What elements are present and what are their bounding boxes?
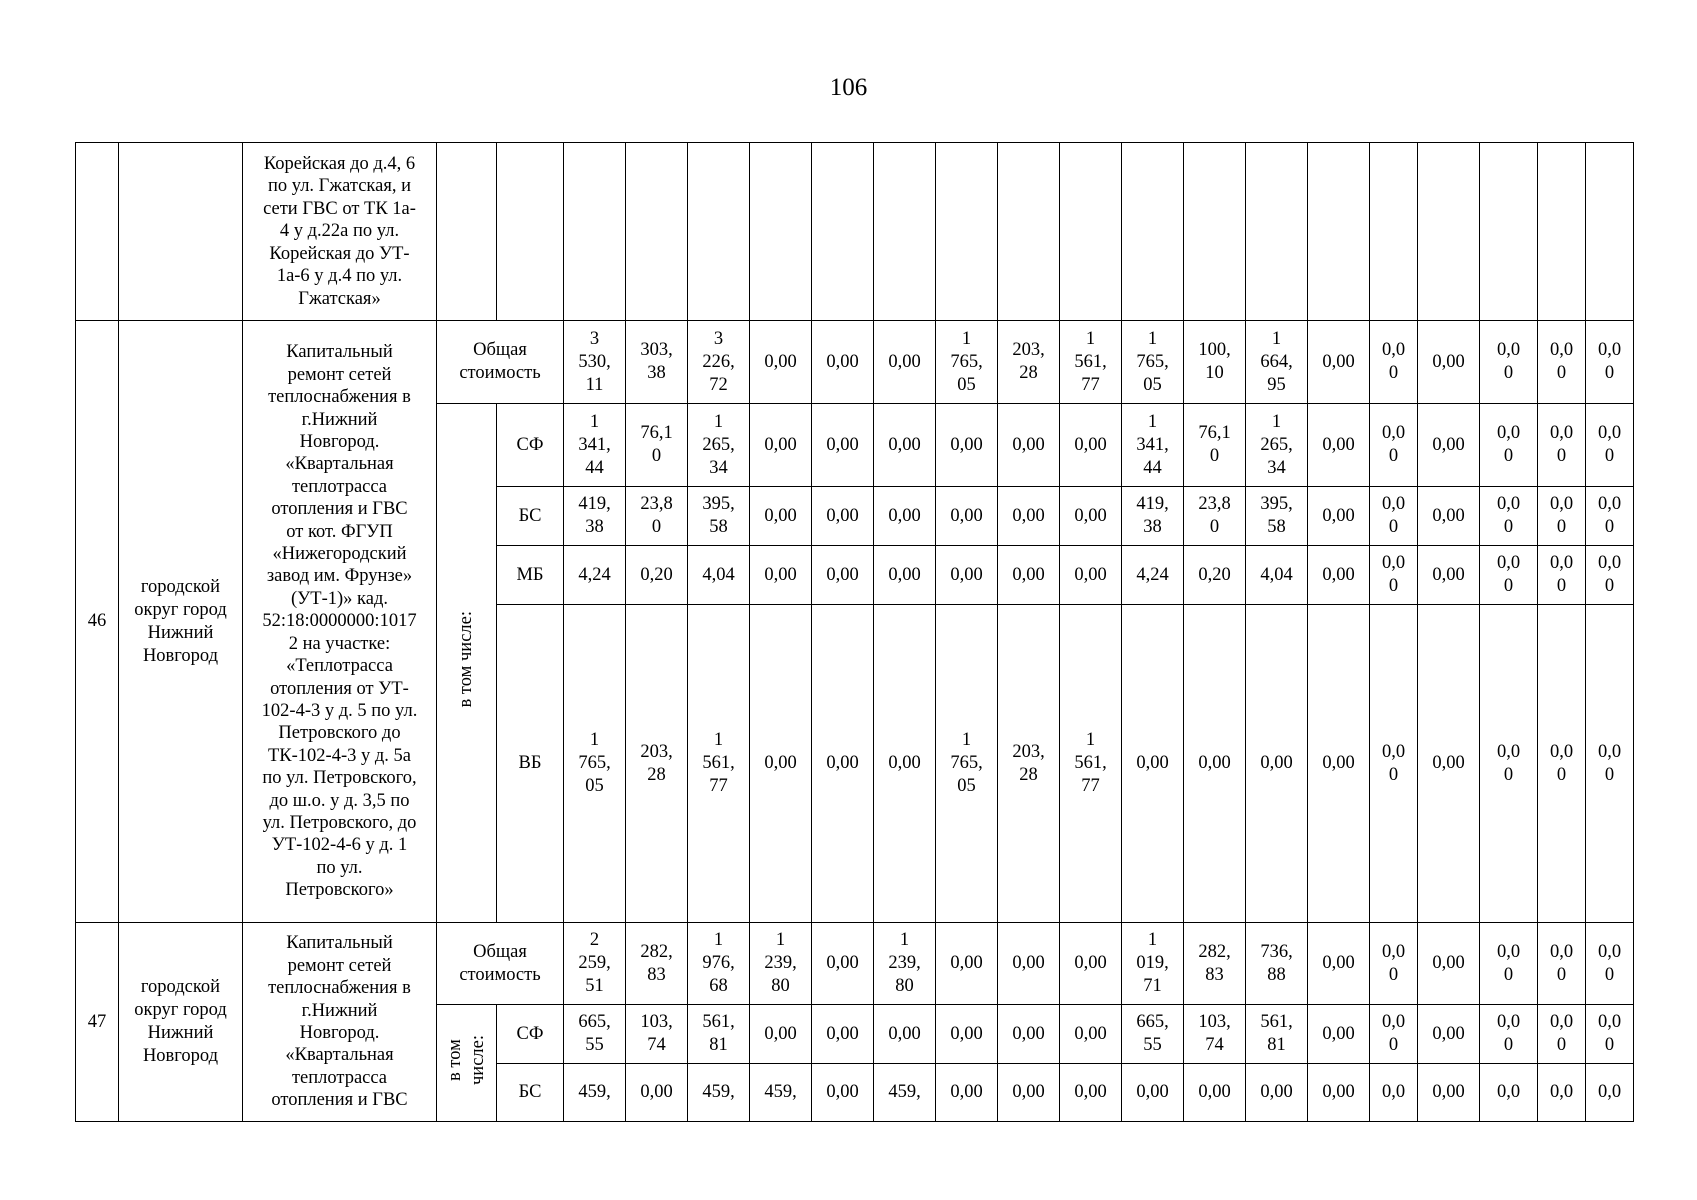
- value-cell: 0,0 0: [1538, 404, 1586, 487]
- value-cell: 0,0: [1480, 1064, 1538, 1122]
- incl-label-cell: [437, 404, 497, 923]
- object-name-cell: Капитальный ремонт сетей теплоснабжения в г.Нижний Новгород. «Квартальная теплотрасса отопления и ГВС: [243, 923, 437, 1122]
- row-number: 46: [76, 321, 119, 923]
- value-cell: 561, 81: [1246, 1005, 1308, 1064]
- value-cell: 0,00: [998, 1064, 1060, 1122]
- value-cell: 0,00: [1418, 546, 1480, 605]
- value-cell: 395, 58: [1246, 487, 1308, 546]
- value-cell: 23,8 0: [1184, 487, 1246, 546]
- value-cell: 0,20: [626, 546, 688, 605]
- value-cell: 419, 38: [1122, 487, 1184, 546]
- value-cell: 203, 28: [998, 321, 1060, 404]
- value-cell: 0,00: [936, 546, 998, 605]
- source-code: СФ: [497, 1005, 564, 1064]
- value-cell: 459,: [874, 1064, 936, 1122]
- value-cell: 1 765, 05: [936, 605, 998, 923]
- value-cell: 0,0 0: [1586, 404, 1634, 487]
- value-cell: 1 765, 05: [564, 605, 626, 923]
- value-cell: 0,0 0: [1370, 546, 1418, 605]
- value-cell: 3 530, 11: [564, 321, 626, 404]
- value-cell: 0,00: [998, 404, 1060, 487]
- value-cell: 0,00: [1418, 923, 1480, 1005]
- value-cell: 561, 81: [688, 1005, 750, 1064]
- value-cell: 0,00: [936, 487, 998, 546]
- value-cell: 23,8 0: [626, 487, 688, 546]
- value-cell: 0,00: [1060, 923, 1122, 1005]
- value-cell: 0,00: [750, 1005, 812, 1064]
- value-cell: 0,0 0: [1538, 923, 1586, 1005]
- value-cell: 1 561, 77: [1060, 605, 1122, 923]
- value-cell: 1 239, 80: [750, 923, 812, 1005]
- num-cell: [76, 143, 119, 321]
- value-cell: 0,00: [998, 1005, 1060, 1064]
- value-cell: 0,0 0: [1480, 605, 1538, 923]
- incl-label: в том числе:: [456, 611, 476, 708]
- value-cell: 0,00: [1418, 487, 1480, 546]
- value-cell: 0,0 0: [1586, 321, 1634, 404]
- value-cell: 0,0 0: [1480, 404, 1538, 487]
- value-cell: 0,0 0: [1586, 487, 1634, 546]
- source-code: БС: [497, 487, 564, 546]
- value-cell: 0,0 0: [1370, 605, 1418, 923]
- value-cell: 0,00: [812, 404, 874, 487]
- object-name-cell: Корейская до д.4, 6 по ул. Гжатская, и сети ГВС от ТК 1а- 4 у д.22а по ул. Корейская до УТ- 1а-6 у д.4 по ул. Гжатская»: [243, 143, 437, 321]
- value-cell: 0,00: [812, 923, 874, 1005]
- source-code: СФ: [497, 404, 564, 487]
- value-cell: 665, 55: [564, 1005, 626, 1064]
- value-cell: 0,00: [1308, 1064, 1370, 1122]
- value-cell: 1 019, 71: [1122, 923, 1184, 1005]
- value-cell: 0,00: [812, 605, 874, 923]
- value-cell: 665, 55: [1122, 1005, 1184, 1064]
- total-label: Общая стоимость: [437, 321, 564, 404]
- value-cell: 0,00: [1060, 1005, 1122, 1064]
- value-cell: 0,0 0: [1370, 404, 1418, 487]
- value-cell: 4,04: [688, 546, 750, 605]
- value-cell: 0,0 0: [1586, 546, 1634, 605]
- value-cell: 0,00: [998, 487, 1060, 546]
- value-cell: 459,: [750, 1064, 812, 1122]
- value-cell: 0,00: [1060, 1064, 1122, 1122]
- value-cell: 0,0 0: [1538, 1005, 1586, 1064]
- value-cell: 203, 28: [626, 605, 688, 923]
- value-cell: 3 226, 72: [688, 321, 750, 404]
- value-cell: 0,00: [1418, 1005, 1480, 1064]
- value-cell: 1 341, 44: [1122, 404, 1184, 487]
- value-cell: 1 664, 95: [1246, 321, 1308, 404]
- value-cell: 0,0 0: [1538, 546, 1586, 605]
- value-cell: 1 265, 34: [688, 404, 750, 487]
- value-cell: 0,00: [1308, 546, 1370, 605]
- value-cell: 1 561, 77: [688, 605, 750, 923]
- value-cell: 0,00: [1418, 1064, 1480, 1122]
- value-cell: 0,00: [1060, 487, 1122, 546]
- value-cell: 0,00: [812, 1005, 874, 1064]
- value-cell: 0,0: [1370, 1064, 1418, 1122]
- value-cell: 0,0 0: [1370, 487, 1418, 546]
- value-cell: 100, 10: [1184, 321, 1246, 404]
- value-cell: 203, 28: [998, 605, 1060, 923]
- value-cell: 0,00: [750, 487, 812, 546]
- value-cell: 76,1 0: [1184, 404, 1246, 487]
- table-row-45-tail: [76, 143, 1634, 321]
- value-cell: 0,00: [1122, 605, 1184, 923]
- value-cell: 736, 88: [1246, 923, 1308, 1005]
- value-cell: 4,24: [1122, 546, 1184, 605]
- value-cell: 0,0 0: [1538, 487, 1586, 546]
- row-number: 47: [76, 923, 119, 1122]
- value-cell: 103, 74: [1184, 1005, 1246, 1064]
- value-cell: 0,00: [998, 546, 1060, 605]
- value-cell: 0,00: [874, 1005, 936, 1064]
- value-cell: 282, 83: [1184, 923, 1246, 1005]
- value-cell: 0,00: [812, 487, 874, 546]
- value-cell: 0,00: [750, 321, 812, 404]
- value-cell: 1 765, 05: [1122, 321, 1184, 404]
- value-cell: 0,0: [1538, 1064, 1586, 1122]
- value-cell: 0,00: [1122, 1064, 1184, 1122]
- value-cell: 0,00: [1308, 321, 1370, 404]
- value-cell: 0,00: [874, 404, 936, 487]
- total-label: Общая стоимость: [437, 923, 564, 1005]
- value-cell: 1 561, 77: [1060, 321, 1122, 404]
- value-cell: 282, 83: [626, 923, 688, 1005]
- value-cell: 0,00: [750, 605, 812, 923]
- value-cell: 0,00: [812, 546, 874, 605]
- place-cell: [119, 143, 243, 321]
- value-cell: 303, 38: [626, 321, 688, 404]
- value-cell: 0,00: [750, 546, 812, 605]
- value-cell: 0,00: [1418, 404, 1480, 487]
- value-cell: 0,00: [1308, 1005, 1370, 1064]
- value-cell: 4,04: [1246, 546, 1308, 605]
- value-cell: 1 765, 05: [936, 321, 998, 404]
- budget-table: [75, 142, 1634, 1122]
- value-cell: 0,00: [1060, 404, 1122, 487]
- source-code: ВБ: [497, 605, 564, 923]
- value-cell: 0,00: [1184, 605, 1246, 923]
- value-cell: 0,00: [936, 923, 998, 1005]
- value-cell: 0,0 0: [1370, 1005, 1418, 1064]
- value-cell: 0,00: [936, 404, 998, 487]
- value-cell: 0,00: [1184, 1064, 1246, 1122]
- value-cell: 0,0 0: [1480, 546, 1538, 605]
- value-cell: 76,1 0: [626, 404, 688, 487]
- value-cell: 0,0 0: [1480, 487, 1538, 546]
- municipality-cell: городской округ город Нижний Новгород: [119, 923, 243, 1122]
- page-number: 106: [829, 74, 868, 101]
- table-row-46-total: [76, 321, 1634, 404]
- value-cell: 1 976, 68: [688, 923, 750, 1005]
- value-cell: 0,00: [1246, 605, 1308, 923]
- value-cell: 0,00: [874, 487, 936, 546]
- value-cell: 0,0 0: [1538, 321, 1586, 404]
- value-cell: 0,00: [812, 321, 874, 404]
- value-cell: 0,00: [1308, 923, 1370, 1005]
- value-cell: 0,00: [1308, 404, 1370, 487]
- value-cell: 0,00: [874, 605, 936, 923]
- incl-label-cell: [437, 1005, 497, 1122]
- value-cell: 103, 74: [626, 1005, 688, 1064]
- value-cell: 0,0 0: [1480, 321, 1538, 404]
- value-cell: 0,00: [874, 321, 936, 404]
- value-cell: 0,00: [1308, 487, 1370, 546]
- value-cell: 0,00: [1246, 1064, 1308, 1122]
- value-cell: 0,0 0: [1480, 1005, 1538, 1064]
- value-cell: 0,00: [812, 1064, 874, 1122]
- value-cell: 0,00: [1418, 605, 1480, 923]
- value-cell: 0,00: [1060, 546, 1122, 605]
- value-cell: 0,00: [1308, 605, 1370, 923]
- value-cell: 1 341, 44: [564, 404, 626, 487]
- value-cell: 1 265, 34: [1246, 404, 1308, 487]
- table-row-47-total: [76, 923, 1634, 1005]
- value-cell: 0,0 0: [1586, 923, 1634, 1005]
- value-cell: 0,0 0: [1538, 605, 1586, 923]
- value-cell: 0,00: [936, 1064, 998, 1122]
- value-cell: 0,0 0: [1586, 1005, 1634, 1064]
- municipality-cell: городской округ город Нижний Новгород: [119, 321, 243, 923]
- value-cell: 0,00: [998, 923, 1060, 1005]
- value-cell: 419, 38: [564, 487, 626, 546]
- object-name-cell: Капитальный ремонт сетей теплоснабжения в г.Нижний Новгород. «Квартальная теплотрасса отопления и ГВС от кот. ФГУП «Нижегородский завод им. Фрунзе» (УТ-1)» кад. 52:18:0000000:1017 2 на участке: «Теплотрасса отопления от УТ- 102-4-3 у д. 5 по ул. Петровского до ТК-102-4-3 у д. 5а по ул. Петровского, до ш.о. у д. 3,5 по ул. Петровского, до УТ-102-4-6 у д. 1 по ул. Петровского»: [243, 321, 437, 923]
- source-code: БС: [497, 1064, 564, 1122]
- label-cell: [437, 143, 497, 321]
- value-cell: 395, 58: [688, 487, 750, 546]
- value-cell: 4,24: [564, 546, 626, 605]
- label-cell: [497, 143, 564, 321]
- value-cell: 0,00: [626, 1064, 688, 1122]
- value-cell: 0,0 0: [1370, 321, 1418, 404]
- value-cell: 0,0 0: [1586, 605, 1634, 923]
- value-cell: 1 239, 80: [874, 923, 936, 1005]
- value-cell: 2 259, 51: [564, 923, 626, 1005]
- value-cell: 459,: [564, 1064, 626, 1122]
- value-cell: 0,00: [750, 404, 812, 487]
- value-cell: 0,00: [1418, 321, 1480, 404]
- value-cell: 459,: [688, 1064, 750, 1122]
- value-cell: 0,0: [1586, 1064, 1634, 1122]
- value-cell: 0,20: [1184, 546, 1246, 605]
- value-cell: 0,00: [936, 1005, 998, 1064]
- incl-label: в том числе:: [444, 1034, 488, 1085]
- value-cell: 0,00: [874, 546, 936, 605]
- source-code: МБ: [497, 546, 564, 605]
- value-cell: 0,0 0: [1370, 923, 1418, 1005]
- value-cell: 0,0 0: [1480, 923, 1538, 1005]
